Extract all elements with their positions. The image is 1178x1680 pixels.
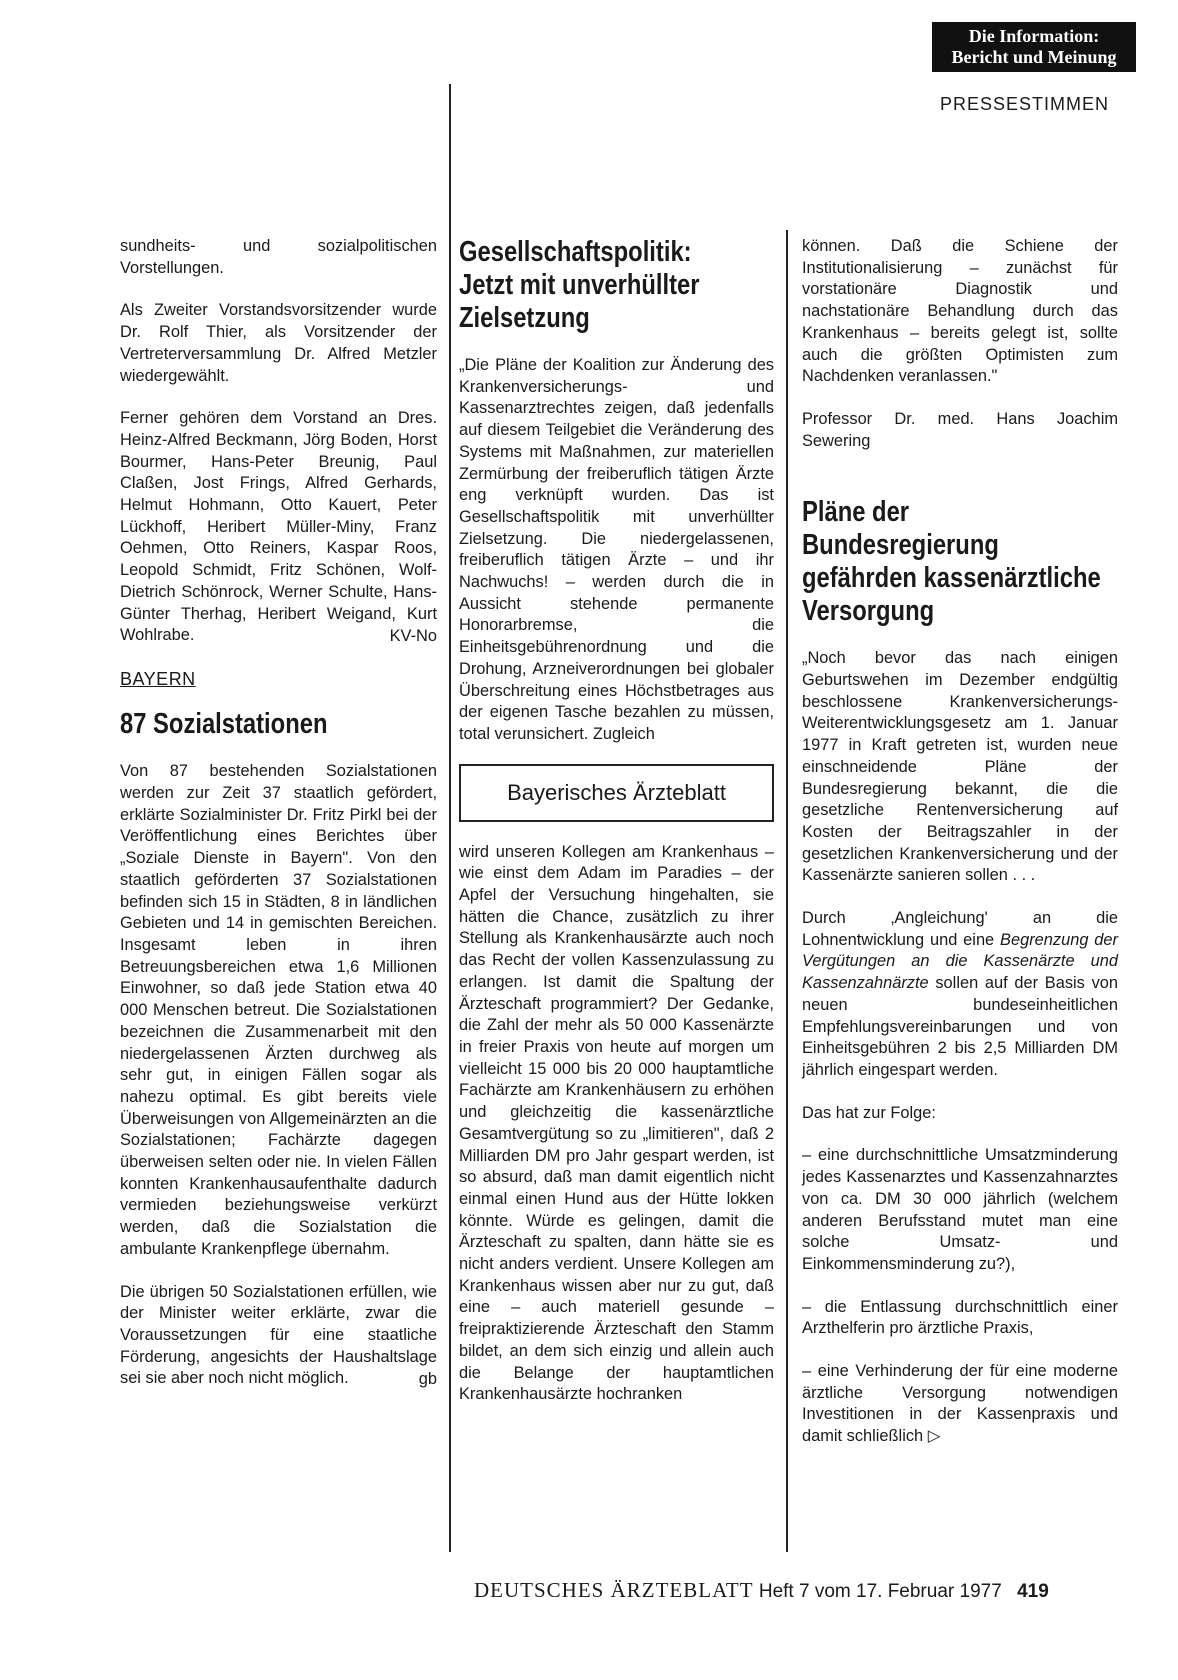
- column-divider-right: [786, 230, 788, 1552]
- column-1: [120, 236, 437, 1391]
- publication-name: DEUTSCHES ÄRZTEBLATT: [474, 1578, 754, 1602]
- article-headline: 87 Sozialstationen: [120, 708, 328, 741]
- list-item: – eine durchschnittliche Umsatzminderung jedes Kassenarztes und Kassenzahnarztes von ca. DM 30 000 jährlich (welchem anderen Berufsstand mutet man eine solche Umsatz- und Einkommensminderung zu?),: [802, 1146, 1118, 1273]
- source-box: Bayerisches Ärzteblatt: [459, 764, 774, 822]
- section-badge: [932, 22, 1136, 72]
- paragraph: Durch ‚Angleichung' an die Lohnentwicklung und eine Begrenzung der Vergütungen an die Kassenärzte und Kassenzahnärzte sollen auf der Basis von neuen bundeseinheitlichen Empfehlungsvereinbarungen und von Einheitsgebühren 2 bis 2,5 Milliarden DM jährlich eingespart werden.: [802, 909, 1118, 1079]
- paragraph: können. Daß die Schiene der Institutionalisierung – zunächst für vorstationäre Diagnostik und nachstationäre Behandlung durch das Krankenhaus – bereits gelegt ist, sollte auch die größten Optimisten zum Nachdenken veranlassen.": [802, 237, 1118, 386]
- author-signature: KV-No: [389, 626, 437, 645]
- paragraph: Die übrigen 50 Sozialstationen erfüllen, wie der Minister weiter erklärte, zwar die Voraussetzungen für eine staatliche Förderung, angesichts der Haushaltslage sei sie aber noch nicht möglich.: [120, 1282, 437, 1388]
- article-headline: Pläne der Bundesregierung gefährden kassenärztliche Versorgung: [802, 496, 1101, 628]
- paragraph: Das hat zur Folge:: [802, 1103, 936, 1122]
- page-number: 419: [1017, 1581, 1049, 1602]
- column-2: [459, 236, 774, 1406]
- column-3: [802, 236, 1118, 1448]
- paragraph: Als Zweiter Vorstandsvorsitzender wurde Dr. Rolf Thier, als Vorsitzender der Vertreterversammlung Dr. Alfred Metzler wiedergewählt.: [120, 301, 437, 385]
- section-label: PRESSESTIMMEN: [940, 94, 1110, 114]
- page-footer: [474, 1578, 1114, 1603]
- paragraph: Von 87 bestehenden Sozialstationen werden zur Zeit 37 staatlich gefördert, erklärte Sozialminister Dr. Fritz Pirkl bei der Veröffentlichung eines Berichtes über „Soziale Dienste in Bayern". Von den staatlich geförderten 37 Sozialstationen befinden sich 15 in Städten, 8 in ländlichen Gebieten und 14 in gemischten Bereichen. Insgesamt leben in ihren Betreuungsbereichen etwa 1,6 Millionen Einwohner, so daß jede Station etwa 40 000 Menschen betreut. Die Sozialstationen bezeichnen die Zusammenarbeit mit den niedergelassenen Ärzten durchweg als sehr gut, in einigen Fällen sogar als nahezu optimal. Es gibt bereits viele Überweisungen von Allgemeinärzten an die Sozialstationen; Fachärzte dagegen überweisen selten oder nie. In vielen Fällen konnten Krankenhausaufenthalte dadurch vermieden beziehungsweise verkürzt werden, daß die Sozialstation die ambulante Krankenpflege übernahm.: [120, 762, 437, 1258]
- list-item: – eine Verhinderung der für eine moderne ärztliche Versorgung notwendigen Investitionen in der Kassenpraxis und damit schließlich ▷: [802, 1362, 1118, 1446]
- article-headline: Gesellschaftspolitik: Jetzt mit unverhüllter Zielsetzung: [459, 236, 700, 334]
- continue-arrow-icon: ▷: [927, 1427, 941, 1446]
- paragraph: sundheits- und sozialpolitischen Vorstellungen.: [120, 237, 437, 277]
- list-item: – die Entlassung durchschnittlich einer Arzthelferin pro ärztliche Praxis,: [802, 1297, 1118, 1338]
- issue-info: Heft 7 vom 17. Februar 1977: [758, 1581, 1002, 1602]
- author-attribution: Professor Dr. med. Hans Joachim Sewering: [802, 409, 1118, 450]
- paragraph: Ferner gehören dem Vorstand an Dres. Heinz-Alfred Beckmann, Jörg Boden, Horst Bourmer, Hans-Peter Breunig, Paul Claßen, Jost Frings, Alfred Gerhards, Helmut Hohmann, Otto Kauert, Peter Lückhoff, Heribert Müller-Miny, Franz Oehmen, Otto Reiners, Kaspar Roos, Leopold Schmidt, Fritz Schönen, Wolf-Dietrich Schönrock, Werner Schulte, Hans-Günter Therhag, Heribert Weigand, Kurt Wohlrabe.: [120, 409, 437, 645]
- paragraph: „Noch bevor das nach einigen Geburtswehen im Dezember endgültig beschlossene Krankenversicherungs-Weiterentwicklungsgesetz am 1. Januar 1977 in Kraft getreten ist, wurden neue einschneidende Pläne der Bundesregierung bekannt, die die gesetzliche Rentenversicherung auf Kosten der Beitragszahler in der gesetzlichen Krankenversicherung und der Kassenärzte sanieren sollen . . .: [802, 649, 1118, 885]
- region-label: BAYERN: [120, 668, 196, 689]
- paragraph: wird unseren Kollegen am Krankenhaus – wie einst dem Adam im Paradies – der Apfel der Versuchung hingehalten, sie hätten die Chance, zusätzlich zu ihrer Stellung als Krankenhausärzte auch noch das Recht der vollen Kassenzulassung zu erlangen. Ist damit die Spaltung der Ärzteschaft programmiert? Der Gedanke, die Zahl der mehr als 50 000 Kassenärzte in freier Praxis von heute auf morgen um vielleicht 15 000 bis 20 000 hauptamtliche Fachärzte am Krankenhäusern zu erhöhen und gleichzeitig die kassenärztliche Gesamtvergütung so zu „limitieren", daß 2 Milliarden DM pro Jahr gespart werden, ist so absurd, daß man damit eigentlich nicht einmal einen Hund aus der Hütte lokken könnte. Würde es gelingen, damit die Ärzteschaft zu spalten, dann hätte sie es nicht anders verdient. Unsere Kollegen am Krankenhaus wissen aber nur zu gut, daß eine – auch materiell gesunde – freipraktizierende Ärzteschaft den Stamm bildet, an dem sich einzig und allein auch die Belange der hauptamtlichen Krankenhausärzte hochranken: [459, 842, 774, 1404]
- column-divider-left: [449, 84, 451, 1552]
- section-badge-line2: Bericht und Meinung: [951, 47, 1117, 67]
- author-signature: gb: [418, 1370, 437, 1389]
- paragraph: „Die Pläne der Koalition zur Änderung des Krankenversicherungs- und Kassenarztrechtes zeigen, daß jedenfalls auf diesem Teilgebiet die Veränderung des Systems mit Maßnahmen, zur materiellen Zermürbung der freiberuflich tätigen Ärzte eng verknüpft wurden. Das ist Gesellschaftspolitik mit unverhüllter Zielsetzung. Die niedergelassenen, freiberuflich tätigen Ärzte – und ihr Nachwuchs! – werden durch die in Aussicht stehende permanente Honorarbremse, die Einheitsgebührenordnung und die Drohung, Arzneiverordnungen bei globaler Überschreitung eines Höchstbetrages aus der eigenen Tasche bezahlen zu müssen, total verunsichert. Zugleich: [459, 356, 774, 743]
- section-badge-line1: Die Information:: [968, 26, 1100, 46]
